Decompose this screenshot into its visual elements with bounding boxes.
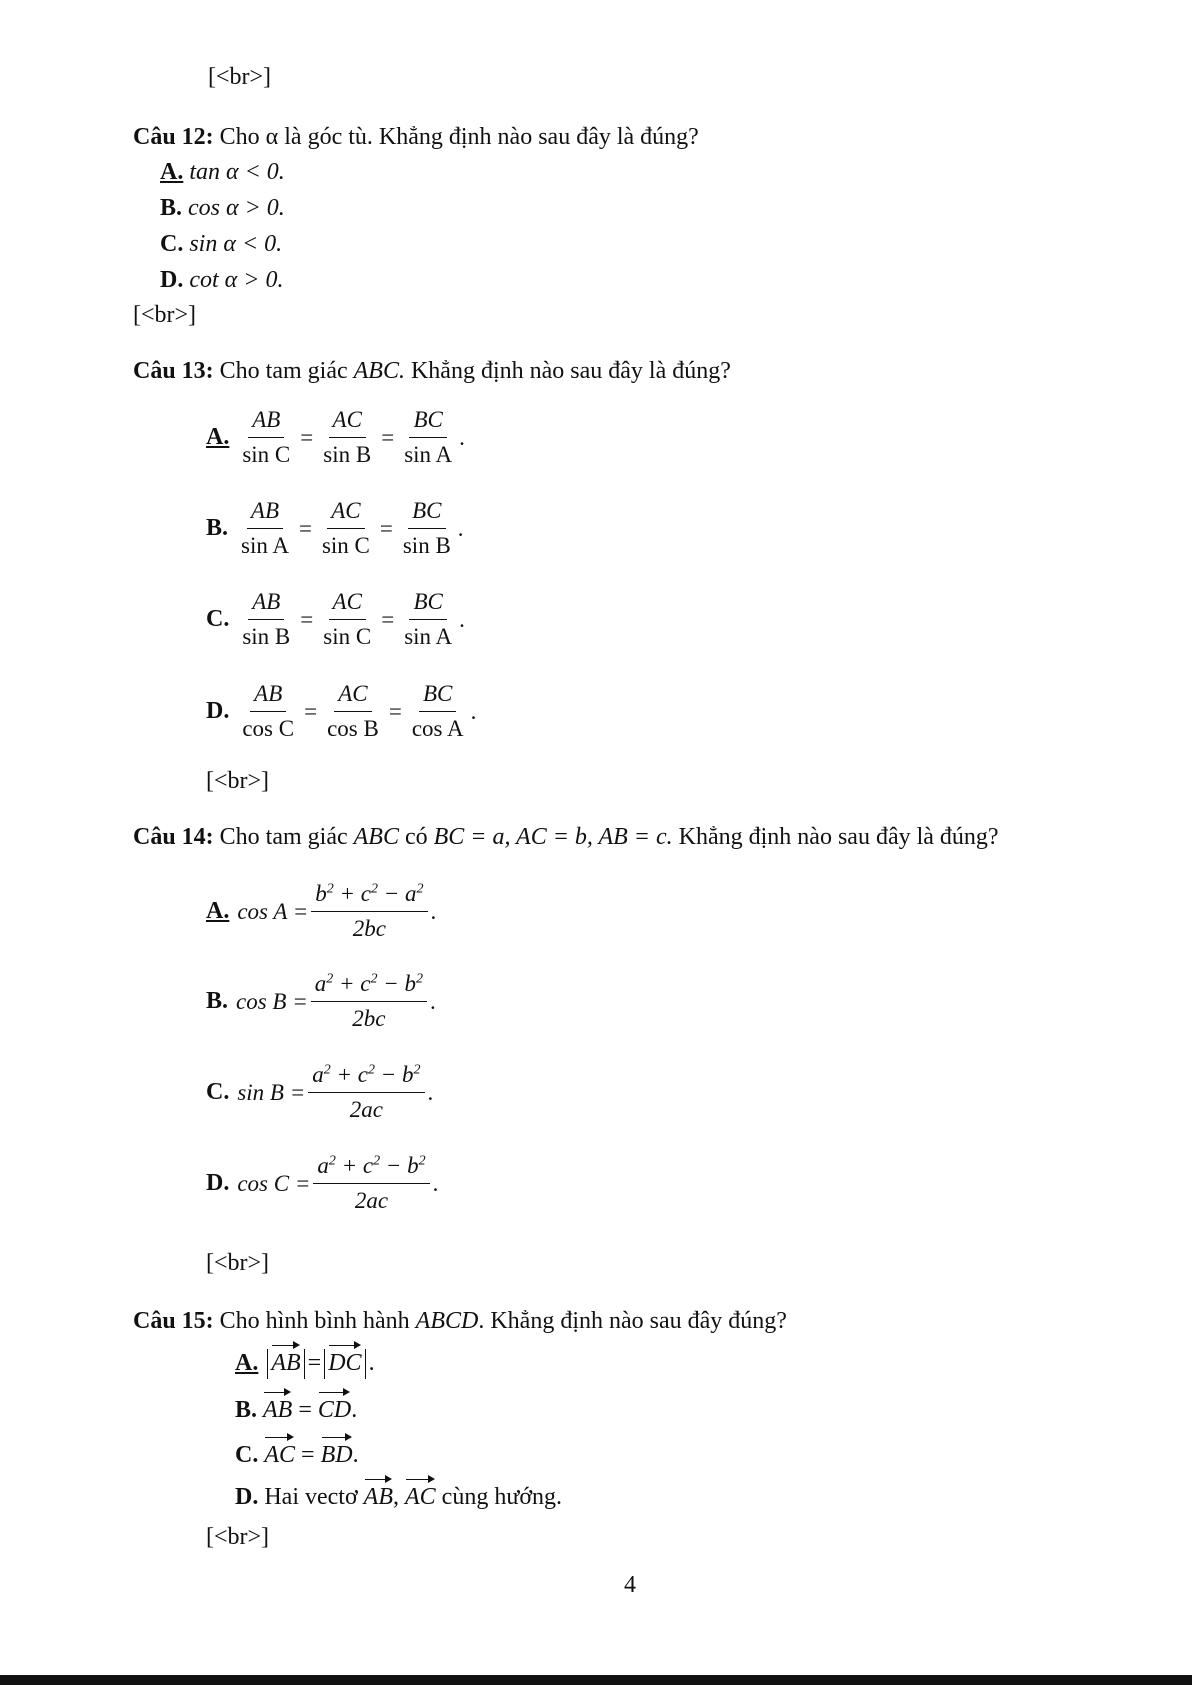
- fraction: $\frac{AC}{\text{sin B}}$: [323, 407, 372, 467]
- option-label: B.: [160, 195, 183, 221]
- vector-ab: AB: [271, 1350, 301, 1376]
- question-text: Khẳng định nào sau đây là đúng?: [678, 824, 999, 850]
- option-math: sin α < 0.: [189, 231, 283, 257]
- vector-ac: AC: [264, 1442, 296, 1468]
- question-number: Câu 13:: [133, 358, 214, 384]
- br-marker: [<br>]: [133, 302, 197, 328]
- br-marker: [<br>]: [206, 768, 270, 794]
- option-label: D.: [206, 1170, 230, 1196]
- fraction: $\frac{AC}{\text{cos B}}$: [327, 681, 379, 741]
- question-text: Cho tam giác: [219, 824, 348, 850]
- fraction: $\frac{AB}{\text{sin A}}$: [241, 498, 289, 558]
- fraction: $\frac{BC}{\text{sin A}}$: [404, 589, 453, 649]
- vector-dc: DC: [328, 1350, 362, 1376]
- option-label: B.: [206, 515, 229, 541]
- sides-definition: BC = a, AC = b, AB = c.: [433, 824, 673, 850]
- q12-option-a[interactable]: [160, 157, 285, 187]
- q13-option-b[interactable]: B. $\frac{AB}{\text{sin A}}$ = $\frac{AC}{\text{sin C}}$ = $\frac{BC}{\text{sin B}}$ .: [206, 498, 464, 558]
- page-number: 4: [624, 1572, 636, 1598]
- q14-option-c[interactable]: C. sin B = $\frac{a^2 + c^2 - b^2}{2ac}$ .: [206, 1062, 434, 1122]
- fraction: $\frac{a^2 + c^2 - b^2}{2bc}$: [311, 970, 427, 1033]
- q13-option-d[interactable]: D. $\frac{AB}{\text{cos C}}$ = $\frac{AC}{\text{cos B}}$ = $\frac{BC}{\text{cos A}}$ .: [206, 681, 477, 741]
- vector-cd: CD: [317, 1397, 352, 1423]
- triangle-name: ABC: [353, 824, 399, 850]
- q15-option-a[interactable]: A. AB = DC .: [235, 1348, 375, 1379]
- fraction: $\frac{BC}{\text{sin B}}$: [402, 498, 451, 558]
- vector-ab: AB: [263, 1397, 293, 1423]
- vector-ab: AB: [363, 1484, 393, 1510]
- fraction: $\frac{AC}{\text{sin C}}$: [323, 589, 372, 649]
- q12-option-c[interactable]: [160, 229, 282, 259]
- question-12: [133, 122, 699, 152]
- fraction: $\frac{AB}{\text{sin B}}$: [242, 589, 291, 649]
- question-number: Câu 15:: [133, 1308, 214, 1334]
- option-label: C.: [235, 1442, 259, 1468]
- option-label: C.: [206, 606, 230, 632]
- option-label: A.: [206, 898, 230, 924]
- fraction: $\frac{BC}{\text{sin A}}$: [404, 407, 453, 467]
- option-label: C.: [206, 1079, 230, 1105]
- fraction: $\frac{AC}{\text{sin C}}$: [321, 498, 370, 558]
- option-math: cot α > 0.: [189, 267, 284, 293]
- option-label: B.: [206, 988, 229, 1014]
- q15-option-b[interactable]: B. AB = CD.: [235, 1397, 358, 1423]
- br-marker: [<br>]: [206, 1524, 270, 1550]
- option-text: Hai vectơ: [264, 1484, 358, 1510]
- question-text: Cho α là góc tù. Khẳng định nào sau đây là đúng?: [219, 124, 699, 150]
- option-label: D.: [206, 698, 230, 724]
- option-text: cùng hướng.: [441, 1484, 563, 1510]
- option-label: A.: [235, 1350, 259, 1376]
- br-marker: [<br>]: [208, 64, 272, 90]
- q13-option-c[interactable]: C. $\frac{AB}{\text{sin B}}$ = $\frac{AC}{\text{sin C}}$ = $\frac{BC}{\text{sin A}}$ .: [206, 589, 465, 649]
- question-15: [133, 1306, 787, 1336]
- vector-bd: BD: [320, 1442, 353, 1468]
- fraction: $\frac{BC}{\text{cos A}}$: [411, 681, 464, 741]
- question-text: Khẳng định nào sau đây là đúng?: [410, 358, 731, 384]
- fraction: $\frac{a^2 + c^2 - b^2}{2ac}$: [313, 1152, 429, 1215]
- q15-option-d[interactable]: D. Hai vectơ AB, AC cùng hướng.: [235, 1484, 563, 1510]
- q14-option-a[interactable]: A. cos A = $\frac{b^2 + c^2 - a^2}{2bc}$ .: [206, 881, 437, 941]
- question-text: . Khẳng định nào sau đây đúng?: [478, 1308, 787, 1334]
- question-number: Câu 14:: [133, 824, 214, 850]
- option-math: tan α < 0.: [189, 159, 285, 185]
- question-14: [133, 822, 999, 852]
- q12-option-b[interactable]: [160, 193, 285, 223]
- fraction: $\frac{AB}{\text{sin C}}$: [242, 407, 291, 467]
- question-number: Câu 12:: [133, 124, 214, 150]
- br-marker: [<br>]: [206, 1250, 270, 1276]
- fraction: $\frac{b^2 + c^2 - a^2}{2bc}$: [311, 880, 427, 943]
- triangle-name: ABC.: [353, 358, 405, 384]
- option-label: A.: [206, 424, 230, 450]
- q14-option-d[interactable]: D. cos C = $\frac{a^2 + c^2 - b^2}{2ac}$ .: [206, 1153, 439, 1213]
- shape-name: ABCD: [415, 1308, 479, 1334]
- question-text: Cho tam giác: [219, 358, 348, 384]
- option-label: D.: [160, 267, 184, 293]
- option-label: B.: [235, 1397, 258, 1423]
- option-math: cos α > 0.: [188, 195, 285, 221]
- fraction: $\frac{a^2 + c^2 - b^2}{2ac}$: [308, 1061, 424, 1124]
- question-text: Cho hình bình hành: [219, 1308, 410, 1334]
- vector-ac: AC: [405, 1484, 436, 1510]
- fraction: $\frac{AB}{\text{cos C}}$: [242, 681, 295, 741]
- q12-option-d[interactable]: [160, 265, 283, 295]
- option-label: C.: [160, 231, 184, 257]
- question-text: có: [404, 824, 428, 850]
- question-13: [133, 356, 731, 386]
- bottom-border: [0, 1675, 1192, 1685]
- option-label: D.: [235, 1484, 259, 1510]
- option-label: A.: [160, 159, 184, 185]
- q13-option-a[interactable]: A. $\frac{AB}{\text{sin C}}$ = $\frac{AC}{\text{sin B}}$ = $\frac{BC}{\text{sin A}}$ .: [206, 407, 465, 467]
- q15-option-c[interactable]: C. AC = BD.: [235, 1442, 359, 1468]
- q14-option-b[interactable]: B. cos B = $\frac{a^2 + c^2 - b^2}{2bc}$ .: [206, 971, 436, 1031]
